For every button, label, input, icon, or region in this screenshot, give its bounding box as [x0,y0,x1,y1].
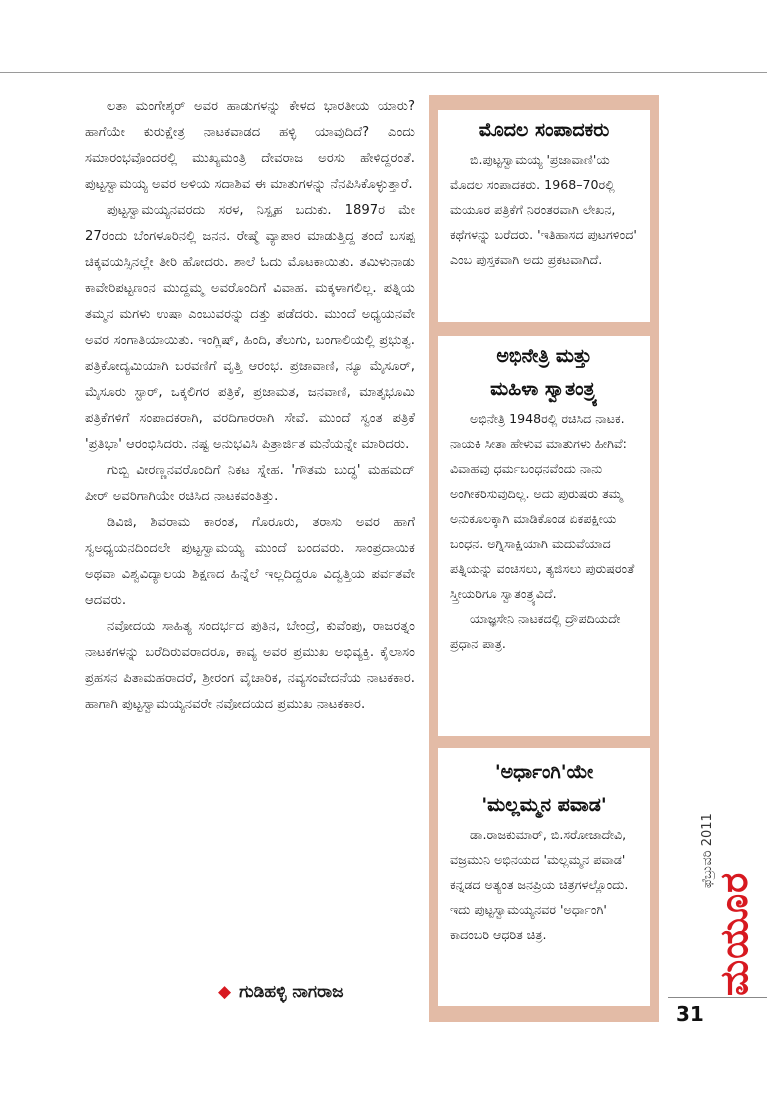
box-paragraph: ಅಭಿನೇತ್ರಿ 1948ರಲ್ಲಿ ರಚಿಸಿದ ನಾಟಕ. ನಾಯಕಿ ಸೀತಾ ಹೇಳುವ ಮಾತುಗಳು ಹೀಗಿವೆ: ವಿವಾಹವು ಧರ್ಮಬಂಧನವೆಂದು ನಾನು ಅಂಗೀಕರಿಸುವುದಿಲ್ಲ. ಅದು ಪುರುಷರು ತಮ್ಮ ಅನುಕೂಲಕ್ಕಾಗಿ ಮಾಡಿಕೊಂಡ ಏಕಪಕ್ಷೀಯ ಬಂಧನ. ಅಗ್ನಿಸಾಕ್ಷಿಯಾಗಿ ಮದುವೆಯಾದ ಪತ್ನಿಯನ್ನು ವಂಚಿಸಲು, ತ್ಯಜಿಸಲು ಪುರುಷರಂತೆ ಸ್ತ್ರೀಯರಿಗೂ ಸ್ವಾತಂತ್ರ್ಯವಿದೆ. [450,411,635,601]
sidebar-box-abhinetri [438,336,650,736]
author-name: ಗುಡಿಹಳ್ಳಿ ನಾಗರಾಜ [239,982,344,1002]
article-paragraph: ಪುಟ್ಟಸ್ವಾಮಯ್ಯನವರದು ಸರಳ, ನಿಸ್ಪೃಹ ಬದುಕು. 1897ರ ಮೇ 27ರಂದು ಬೆಂಗಳೂರಿನಲ್ಲಿ ಜನನ. ರೇಷ್ಮೆ ವ್ಯಾಪಾರ ಮಾಡುತ್ತಿದ್ದ ತಂದೆ ಬಸಪ್ಪ ಚಿಕ್ಕವಯಸ್ಸಿನಲ್ಲೇ ತೀರಿ ಹೋದರು. ಶಾಲೆ ಓದು ಮೊಟಕಾಯಿತು. ತಮಿಳುನಾಡು ಕಾವೇರಿಪಟ್ಟಣಂನ ಮುದ್ದಮ್ಮ ಅವರೊಂದಿಗೆ ವಿವಾಹ. ಮಕ್ಕಳಾಗಲಿಲ್ಲ. ಪತ್ನಿಯ ತಮ್ಮನ ಮಗಳು ಉಷಾ ಎಂಬುವರನ್ನು ದತ್ತು ಪಡೆದರು. ಮುಂದೆ ಅಧ್ಯಯನವೇ ಅವರ ಸಂಗಾತಿಯಾಯಿತು. ಇಂಗ್ಲಿಷ್, ಹಿಂದಿ, ತೆಲುಗು, ಬಂಗಾಲಿಯಲ್ಲಿ ಪ್ರಭುತ್ವ. ಪತ್ರಿಕೋದ್ಯಮಿಯಾಗಿ ಬರವಣಿಗೆ ವೃತ್ತಿ ಆರಂಭ. ಪ್ರಜಾವಾಣಿ, ನ್ಯೂ ಮೈಸೂರ್, ಮೈಸೂರು ಸ್ಟಾರ್, ಒಕ್ಕಲಿಗರ ಪತ್ರಿಕೆ, ಪ್ರಜಾಮತ, ಜನವಾಣಿ, ಮಾತೃಭೂಮಿ ಪತ್ರಿಕೆಗಳಿಗೆ ಸಂಪಾದಕರಾಗಿ, ವರದಿಗಾರರಾಗಿ ಸೇವೆ. ಮುಂದೆ ಸ್ವಂತ ಪತ್ರಿಕೆ 'ಪ್ರತಿಭಾ' ಆರಂಭಿಸಿದರು. ನಷ್ಟ ಅನುಭವಿಸಿ ಪಿತ್ರಾರ್ಜಿತ ಮನೆಯನ್ನೇ ಮಾರಿದರು. [85,203,415,452]
sidebar-box-ardhangi [438,748,650,1006]
box-title-line: 'ಮಲ್ಲಮ್ಮನ ಪವಾಡ' [481,794,607,816]
article-paragraph: ನವೋದಯ ಸಾಹಿತ್ಯ ಸಂದರ್ಭದ ಪುತಿನ, ಬೇಂದ್ರೆ, ಕುವೆಂಪು, ರಾಜರತ್ನಂ ನಾಟಕಗಳನ್ನು ಬರೆದಿರುವರಾದರೂ, ಕಾವ್ಯ ಅವರ ಪ್ರಮುಖ ಅಭಿವ್ಯಕ್ತಿ. ಕೈಲಾಸಂ ಪ್ರಹಸನ ಪಿತಾಮಹರಾದರೆ, ಶ್ರೀರಂಗ ವೈಚಾರಿಕ, ನವ್ಯಸಂವೇದನೆಯ ನಾಟಕಕಾರ. ಹಾಗಾಗಿ ಪುಟ್ಟಸ್ವಾಮಯ್ಯನವರೇ ನವೋದಯದ ಪ್ರಮುಖ ನಾಟಕಕಾರ. [85,619,415,712]
diamond-bullet-icon: ◆ [218,982,232,1002]
top-rule [0,72,767,73]
box-title [438,336,650,406]
author-byline [218,982,344,1002]
box-paragraph: ಬಿ.ಪುಟ್ಟಸ್ವಾಮಯ್ಯ 'ಪ್ರಜಾವಾಣಿ'ಯ ಮೊದಲ ಸಂಪಾದಕರು. 1968–70ರಲ್ಲಿ ಮಯೂರ ಪತ್ರಿಕೆಗೆ ನಿರಂತರವಾಗಿ ಲೇಖನ, ಕಥೆಗಳನ್ನು ಬರೆದರು. 'ಇತಿಹಾಸದ ಪುಟಗಳಿಂದ' ಎಂಬ ಪುಸ್ತಕವಾಗಿ ಅದು ಪ್ರಕಟವಾಗಿದೆ. [450,152,637,267]
box-title: ಮೊದಲ ಸಂಪಾದಕರು [478,119,610,141]
magazine-logo: ಮಯೂರ [712,871,756,996]
footer-rule [668,997,767,998]
issue-date: ಫೆಬ್ರುವರಿ 2011 [700,813,715,888]
box-body [438,147,650,272]
sidebar-box-first-editor [438,110,650,322]
box-title [438,748,650,822]
article-body [85,94,415,718]
box-paragraph: ಡಾ.ರಾಜಕುಮಾರ್, ಬಿ.ಸರೋಜಾದೇವಿ, ವಜ್ರಮುನಿ ಅಭಿನಯದ 'ಮಲ್ಲಮ್ಮನ ಪವಾಡ' ಕನ್ನಡದ ಅತ್ಯಂತ ಜನಪ್ರಿಯ ಚಿತ್ರಗಳಲ್ಲೊಂದು. ಇದು ಪುಟ್ಟಸ್ವಾಮಯ್ಯನವರ 'ಅರ್ಧಾಂಗಿ' ಕಾದಂಬರಿ ಆಧರಿತ ಚಿತ್ರ. [450,827,629,942]
article-paragraph: ಲತಾ ಮಂಗೇಶ್ಕರ್ ಅವರ ಹಾಡುಗಳನ್ನು ಕೇಳದ ಭಾರತೀಯ ಯಾರು? ಹಾಗೆಯೇ ಕುರುಕ್ಷೇತ್ರ ನಾಟಕವಾಡದ ಹಳ್ಳಿ ಯಾವುದಿದೆ? ಎಂದು ಸಮಾರಂಭವೊಂದರಲ್ಲಿ ಮುಖ್ಯಮಂತ್ರಿ ದೇವರಾಜ ಅರಸು ಹೇಳಿದ್ದರಂತೆ. ಪುಟ್ಟಸ್ವಾಮಯ್ಯ ಅವರ ಅಳಿಯ ಸದಾಶಿವ ಈ ಮಾತುಗಳನ್ನು ನೆನಪಿಸಿಕೊಳ್ಳುತ್ತಾರೆ. [85,99,415,192]
box-title-line: 'ಅರ್ಧಾಂಗಿ'ಯೇ [494,761,594,783]
box-title-line: ಅಭಿನೇತ್ರಿ ಮತ್ತು [496,345,592,367]
article-paragraph: ಗುಬ್ಬಿ ವೀರಣ್ಣನವರೊಂದಿಗೆ ನಿಕಟ ಸ್ನೇಹ. 'ಗೌತಮ ಬುದ್ಧ' ಮಹಮದ್ ಪೀರ್ ಅವರಿಗಾಗಿಯೇ ರಚಿಸಿದ ನಾಟಕವಂತಿತ್ತು. [85,463,415,504]
page-number: 31 [676,1002,704,1026]
box-title-line: ಮಹಿಳಾ ಸ್ವಾತಂತ್ರ್ಯ [490,378,598,400]
box-body [438,406,650,656]
article-paragraph: ಡಿವಿಜಿ, ಶಿವರಾಮ ಕಾರಂತ, ಗೊರೂರು, ತರಾಸು ಅವರ ಹಾಗೆ ಸ್ವಅಧ್ಯಯನದಿಂದಲೇ ಪುಟ್ಟಸ್ವಾಮಯ್ಯ ಮುಂದೆ ಬಂದವರು. ಸಾಂಪ್ರದಾಯಿಕ ಅಥವಾ ವಿಶ್ವವಿದ್ಯಾಲಯ ಶಿಕ್ಷಣದ ಹಿನ್ನೆಲೆ ಇಲ್ಲದಿದ್ದರೂ ವಿದ್ವತ್ತಿಯ ಪರ್ವತವೇ ಆದವರು. [85,515,415,608]
box-paragraph: ಯಾಜ್ಞಸೇನಿ ನಾಟಕದಲ್ಲಿ ದ್ರೌಪದಿಯದೇ ಪ್ರಧಾನ ಪಾತ್ರ. [450,611,621,651]
box-body [438,822,650,947]
